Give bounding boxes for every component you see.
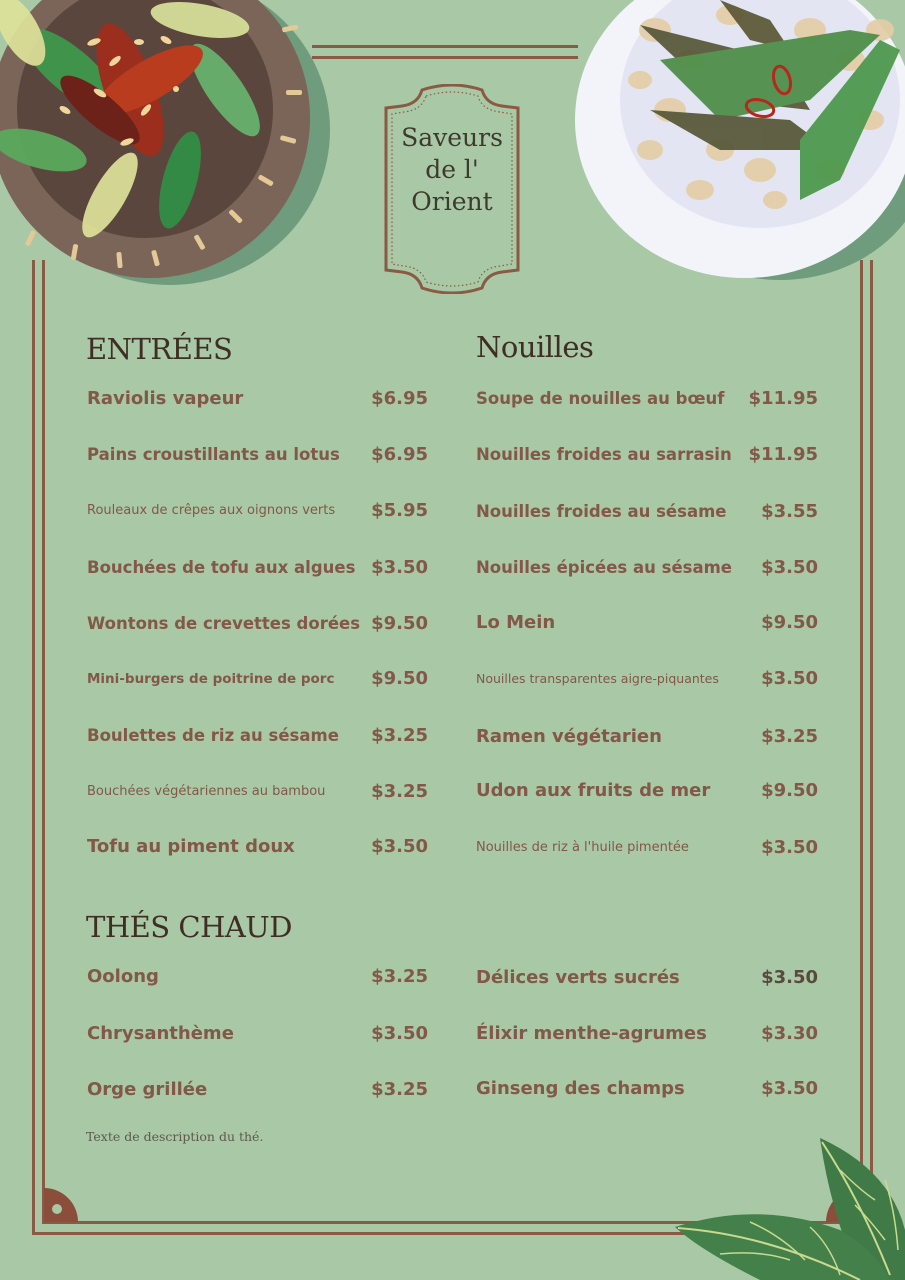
title-line-2: de l'	[425, 155, 479, 184]
menu-item: Lo Mein $9.50	[476, 612, 818, 633]
menu-item: Rouleaux de crêpes aux oignons verts $5.95	[87, 500, 428, 521]
menu-item: Nouilles transparentes aigre-piquantes $3.50	[476, 668, 818, 689]
menu-item: Soupe de nouilles au bœuf $11.95	[476, 388, 818, 409]
section-title-entrees: ENTRÉES	[86, 332, 233, 366]
menu-item: Bouchées végétariennes au bambou $3.25	[87, 781, 428, 802]
menu-item: Pains croustillants au lotus $6.95	[87, 444, 428, 465]
title-line-3: Orient	[411, 187, 493, 216]
tea-description: Texte de description du thé.	[86, 1129, 264, 1144]
menu-item: Boulettes de riz au sésame $3.25	[87, 725, 428, 746]
green-leaves-illustration	[660, 1130, 905, 1280]
menu-item: Ramen végétarien $3.25	[476, 726, 818, 747]
frame-right-inner	[860, 260, 863, 1224]
corner-ornament-bottom-left	[44, 1188, 78, 1222]
menu-item: Chrysanthème $3.50	[87, 1023, 428, 1044]
menu-item: Bouchées de tofu aux algues $3.50	[87, 557, 428, 578]
menu-item: Ginseng des champs $3.50	[476, 1078, 818, 1099]
menu-item: Mini-burgers de poitrine de porc $9.50	[87, 668, 428, 689]
frame-top-outer	[312, 45, 578, 48]
menu-item: Délices verts sucrés $3.50	[476, 967, 818, 988]
menu-item: Raviolis vapeur $6.95	[87, 388, 428, 409]
menu-item: Tofu au piment doux $3.50	[87, 836, 428, 857]
bowl-of-salad-illustration	[0, 0, 340, 300]
menu-item: Orge grillée $3.25	[87, 1079, 428, 1100]
frame-left-outer	[32, 260, 35, 1235]
menu-item: Wontons de crevettes dorées $9.50	[87, 613, 428, 634]
title-line-1: Saveurs	[401, 123, 503, 152]
section-title-thes: THÉS CHAUD	[86, 910, 293, 944]
frame-right-outer	[870, 260, 873, 1235]
restaurant-title	[382, 122, 522, 218]
frame-top-inner	[312, 56, 578, 59]
bowl-of-rice-with-herbs-illustration	[570, 0, 905, 300]
menu-item: Udon aux fruits de mer $9.50	[476, 780, 818, 801]
menu-item: Nouilles froides au sarrasin $11.95	[476, 444, 818, 465]
menu-item: Nouilles de riz à l'huile pimentée $3.50	[476, 837, 818, 858]
menu-item: Oolong $3.25	[87, 966, 428, 987]
menu-item: Nouilles froides au sésame $3.55	[476, 501, 818, 522]
section-title-nouilles: Nouilles	[476, 330, 594, 364]
menu-item: Élixir menthe-agrumes $3.30	[476, 1023, 818, 1044]
frame-left-inner	[42, 260, 45, 1224]
menu-item: Nouilles épicées au sésame $3.50	[476, 557, 818, 578]
